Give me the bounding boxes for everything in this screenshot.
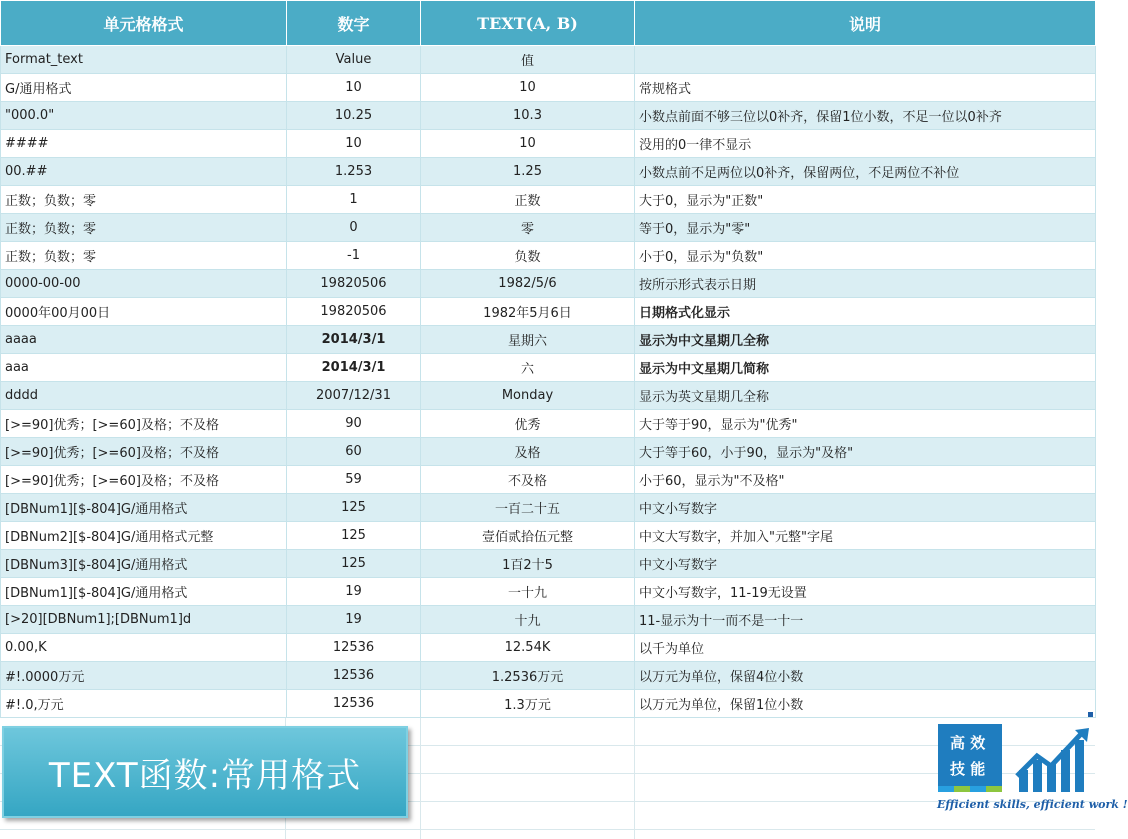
table-row [1, 494, 1096, 522]
table-row [1, 214, 1096, 242]
description-cell[interactable]: 没用的0一律不显示 [635, 130, 1096, 158]
number-cell[interactable]: 60 [287, 438, 421, 466]
table-row [1, 354, 1096, 382]
table-row [1, 270, 1096, 298]
result-cell[interactable]: 值 [421, 46, 635, 74]
number-cell[interactable]: 125 [287, 550, 421, 578]
number-cell[interactable]: 12536 [287, 634, 421, 662]
result-cell[interactable]: 1982年5月6日 [421, 298, 635, 326]
description-cell[interactable]: 11-显示为十一而不是一十一 [635, 606, 1096, 634]
format-cell[interactable]: "000.0" [1, 102, 287, 130]
result-cell[interactable]: 10 [421, 74, 635, 102]
banner-title: TEXT函数:常用格式 [48, 755, 362, 796]
description-cell[interactable]: 日期格式化显示 [635, 298, 1096, 326]
description-cell[interactable]: 小于0，显示为"负数" [635, 242, 1096, 270]
format-cell[interactable]: #!.0,万元 [1, 690, 287, 718]
table-row [1, 466, 1096, 494]
logo-color-strip [938, 786, 1002, 792]
header-format[interactable]: 单元格格式 [1, 1, 287, 46]
format-cell[interactable]: [DBNum2][$-804]G/通用格式元整 [1, 522, 287, 550]
number-cell[interactable]: 59 [287, 466, 421, 494]
format-cell[interactable]: 正数；负数；零 [1, 186, 287, 214]
result-cell[interactable]: 1982/5/6 [421, 270, 635, 298]
format-cell[interactable]: [>=90]优秀；[>=60]及格；不及格 [1, 438, 287, 466]
result-cell[interactable]: 负数 [421, 242, 635, 270]
table-row [1, 158, 1096, 186]
result-cell[interactable]: 十九 [421, 606, 635, 634]
result-cell[interactable]: 正数 [421, 186, 635, 214]
description-cell[interactable]: 小数点前面不够三位以0补齐，保留1位小数，不足一位以0补齐 [635, 102, 1096, 130]
description-cell[interactable]: 中文小写数字 [635, 550, 1096, 578]
format-cell[interactable]: G/通用格式 [1, 74, 287, 102]
result-cell[interactable]: 1.2536万元 [421, 662, 635, 690]
header-number[interactable]: 数字 [287, 1, 421, 46]
number-cell[interactable]: 125 [287, 522, 421, 550]
format-cell[interactable]: 00.## [1, 158, 287, 186]
table-row [1, 74, 1096, 102]
result-cell[interactable]: 10.3 [421, 102, 635, 130]
table-row [1, 662, 1096, 690]
description-cell[interactable]: 大于0，显示为"正数" [635, 186, 1096, 214]
number-cell[interactable]: 12536 [287, 690, 421, 718]
description-cell[interactable]: 显示为中文星期几简称 [635, 354, 1096, 382]
logo-line2: 技 能 [950, 760, 986, 778]
number-cell[interactable]: 19820506 [287, 270, 421, 298]
format-cell[interactable]: 正数；负数；零 [1, 214, 287, 242]
table-row [1, 522, 1096, 550]
number-cell[interactable]: 19 [287, 606, 421, 634]
format-cell[interactable]: [DBNum1][$-804]G/通用格式 [1, 578, 287, 606]
table-row [1, 298, 1096, 326]
number-cell[interactable]: 12536 [287, 662, 421, 690]
description-cell[interactable]: 显示为英文星期几全称 [635, 382, 1096, 410]
description-cell[interactable] [635, 46, 1096, 74]
number-cell[interactable]: 2014/3/1 [287, 354, 421, 382]
format-cell[interactable]: aaa [1, 354, 287, 382]
description-cell[interactable]: 中文小写数字 [635, 494, 1096, 522]
table-row [1, 326, 1096, 354]
description-cell[interactable]: 以万元为单位，保留4位小数 [635, 662, 1096, 690]
header-description[interactable]: 说明 [635, 1, 1096, 46]
format-cell[interactable]: [>=90]优秀；[>=60]及格；不及格 [1, 410, 287, 438]
table-row [1, 550, 1096, 578]
description-cell[interactable]: 常规格式 [635, 74, 1096, 102]
result-cell[interactable]: 星期六 [421, 326, 635, 354]
number-cell[interactable]: 0 [287, 214, 421, 242]
description-cell[interactable]: 大于等于60，小于90，显示为"及格" [635, 438, 1096, 466]
result-cell[interactable]: 六 [421, 354, 635, 382]
table-row [1, 382, 1096, 410]
number-cell[interactable]: Value [287, 46, 421, 74]
table-row [1, 634, 1096, 662]
logo [938, 724, 1002, 792]
format-cell[interactable]: 0000年00月00日 [1, 298, 287, 326]
description-cell[interactable]: 大于等于90，显示为"优秀" [635, 410, 1096, 438]
format-cell[interactable]: aaaa [1, 326, 287, 354]
fill-handle[interactable] [1088, 712, 1093, 717]
format-cell[interactable]: 0.00,K [1, 634, 287, 662]
table-row [1, 102, 1096, 130]
description-cell[interactable]: 中文小写数字，11-19无设置 [635, 578, 1096, 606]
number-cell[interactable]: 19 [287, 578, 421, 606]
result-cell[interactable]: 及格 [421, 438, 635, 466]
table-row [1, 130, 1096, 158]
description-cell[interactable]: 等于0，显示为"零" [635, 214, 1096, 242]
format-cell[interactable]: 正数；负数；零 [1, 242, 287, 270]
format-cell[interactable]: 0000-00-00 [1, 270, 287, 298]
number-cell[interactable]: 2014/3/1 [287, 326, 421, 354]
number-cell[interactable]: 10 [287, 130, 421, 158]
result-cell[interactable]: 壹佰贰拾伍元整 [421, 522, 635, 550]
description-cell[interactable]: 以万元为单位，保留1位小数 [635, 690, 1096, 718]
table-row [1, 438, 1096, 466]
number-cell[interactable]: 1 [287, 186, 421, 214]
result-cell[interactable]: 一百二十五 [421, 494, 635, 522]
table-row [1, 410, 1096, 438]
result-cell[interactable]: Monday [421, 382, 635, 410]
result-cell[interactable]: 1.25 [421, 158, 635, 186]
number-cell[interactable]: -1 [287, 242, 421, 270]
result-cell[interactable]: 零 [421, 214, 635, 242]
description-cell[interactable]: 中文大写数字，并加入"元整"字尾 [635, 522, 1096, 550]
result-cell[interactable]: 12.54K [421, 634, 635, 662]
title-banner [2, 726, 408, 818]
format-cell[interactable]: dddd [1, 382, 287, 410]
table-row [1, 242, 1096, 270]
result-cell[interactable]: 不及格 [421, 466, 635, 494]
description-cell[interactable]: 按所示形式表示日期 [635, 270, 1096, 298]
table-row [1, 186, 1096, 214]
table-row [1, 606, 1096, 634]
growth-chart-icon [1015, 726, 1091, 794]
format-cell[interactable]: [DBNum1][$-804]G/通用格式 [1, 494, 287, 522]
number-cell[interactable]: 90 [287, 410, 421, 438]
format-cell[interactable]: #!.0000万元 [1, 662, 287, 690]
description-cell[interactable]: 显示为中文星期几全称 [635, 326, 1096, 354]
number-cell[interactable]: 1.253 [287, 158, 421, 186]
result-cell[interactable]: 1.3万元 [421, 690, 635, 718]
description-cell[interactable]: 小于60，显示为"不及格" [635, 466, 1096, 494]
number-cell[interactable]: 125 [287, 494, 421, 522]
number-cell[interactable]: 19820506 [287, 298, 421, 326]
header-text-result[interactable]: TEXT(A, B) [421, 1, 635, 46]
table-row [1, 690, 1096, 718]
header-row [1, 1, 1096, 46]
number-cell[interactable]: 10 [287, 74, 421, 102]
format-cell[interactable]: #### [1, 130, 287, 158]
description-cell[interactable]: 以千为单位 [635, 634, 1096, 662]
format-cell[interactable]: [>=90]优秀；[>=60]及格；不及格 [1, 466, 287, 494]
table-row [1, 46, 1096, 74]
result-cell[interactable]: 10 [421, 130, 635, 158]
format-cell[interactable]: [DBNum3][$-804]G/通用格式 [1, 550, 287, 578]
result-cell[interactable]: 一十九 [421, 578, 635, 606]
description-cell[interactable]: 小数点前不足两位以0补齐，保留两位，不足两位不补位 [635, 158, 1096, 186]
format-cell[interactable]: Format_text [1, 46, 287, 74]
result-cell[interactable]: 优秀 [421, 410, 635, 438]
logo-tagline: Efficient skills, efficient work ! [937, 798, 1128, 811]
number-cell[interactable]: 10.25 [287, 102, 421, 130]
result-cell[interactable]: 1百2十5 [421, 550, 635, 578]
format-cell[interactable]: [>20][DBNum1];[DBNum1]d [1, 606, 287, 634]
number-cell[interactable]: 2007/12/31 [287, 382, 421, 410]
logo-line1: 高 效 [950, 734, 986, 752]
table-row [1, 578, 1096, 606]
